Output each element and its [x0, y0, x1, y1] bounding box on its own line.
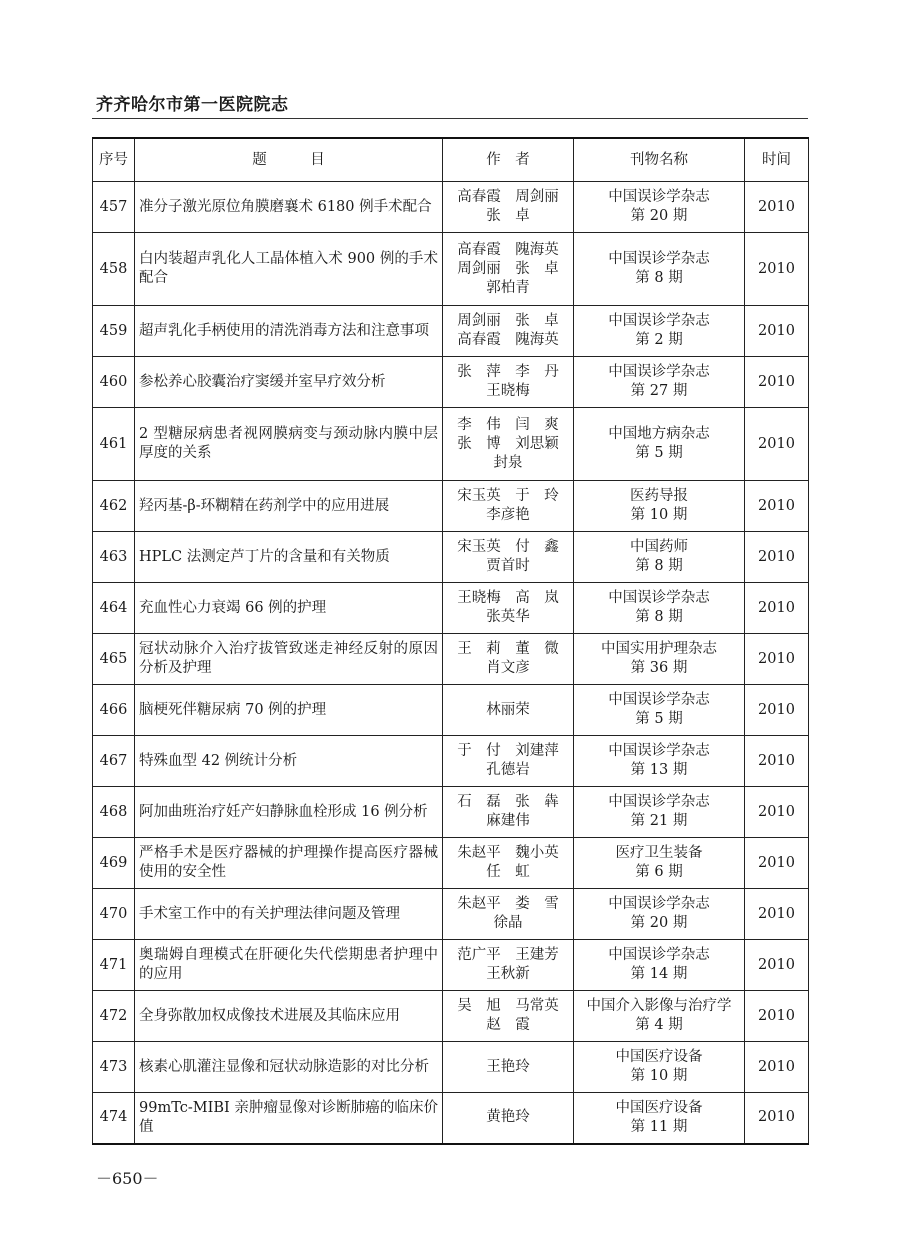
journal-name: 中国误诊学杂志 — [608, 947, 710, 963]
col-header-year: 时间 — [745, 138, 809, 182]
journal-name: 中国误诊学杂志 — [608, 189, 710, 205]
journal-name: 中国误诊学杂志 — [608, 251, 710, 267]
author-line: 范广平 王建芳 — [457, 947, 559, 963]
journal-cell — [574, 838, 745, 889]
table-row — [93, 233, 809, 306]
author-line: 高春霞 隗海英 — [457, 332, 559, 348]
article-title: 脑梗死伴糖尿病 70 例的护理 — [135, 685, 443, 736]
article-authors — [443, 685, 574, 736]
article-authors — [443, 532, 574, 583]
article-title: 全身弥散加权成像技术进展及其临床应用 — [135, 991, 443, 1042]
journal-cell — [574, 408, 745, 481]
journal-issue: 第 5 期 — [635, 711, 683, 727]
journal-issue: 第 10 期 — [630, 507, 688, 523]
publication-year: 2010 — [745, 583, 809, 634]
article-title: 充血性心力衰竭 66 例的护理 — [135, 583, 443, 634]
journal-cell — [574, 634, 745, 685]
journal-issue: 第 8 期 — [635, 609, 683, 625]
publication-year: 2010 — [745, 233, 809, 306]
article-authors — [443, 357, 574, 408]
table-row — [93, 182, 809, 233]
publication-year: 2010 — [745, 787, 809, 838]
article-title: 2 型糖尿病患者视网膜病变与颈动脉内膜中层厚度的关系 — [135, 408, 443, 481]
journal-name: 中国误诊学杂志 — [608, 794, 710, 810]
table-row — [93, 583, 809, 634]
article-title: 冠状动脉介入治疗拔管致迷走神经反射的原因分析及护理 — [135, 634, 443, 685]
author-line: 徐晶 — [493, 915, 523, 931]
row-number: 461 — [93, 408, 135, 481]
journal-issue: 第 36 期 — [630, 660, 688, 676]
journal-issue: 第 10 期 — [630, 1068, 688, 1084]
article-title: 手术室工作中的有关护理法律问题及管理 — [135, 889, 443, 940]
journal-name: 中国介入影像与治疗学 — [586, 998, 732, 1014]
table-header-row — [93, 138, 809, 182]
journal-name: 中国误诊学杂志 — [608, 313, 710, 329]
table-row — [93, 357, 809, 408]
publication-year: 2010 — [745, 306, 809, 357]
journal-cell — [574, 233, 745, 306]
author-line: 宋玉英 付 鑫 — [457, 539, 559, 555]
publication-year: 2010 — [745, 1093, 809, 1144]
row-number: 462 — [93, 481, 135, 532]
author-line: 李 伟 闫 爽 — [457, 416, 559, 433]
publications-table — [92, 137, 809, 1145]
row-number: 464 — [93, 583, 135, 634]
journal-name: 中国误诊学杂志 — [608, 743, 710, 759]
journal-cell — [574, 991, 745, 1042]
table-row — [93, 532, 809, 583]
row-number: 468 — [93, 787, 135, 838]
publication-year: 2010 — [745, 889, 809, 940]
row-number: 458 — [93, 233, 135, 306]
author-line: 王晓梅 高 岚 — [457, 590, 559, 606]
table-row — [93, 1093, 809, 1144]
author-line: 林丽荣 — [486, 701, 530, 718]
article-authors — [443, 1042, 574, 1093]
author-line: 吴 旭 马常英 — [457, 998, 559, 1014]
col-header-title: 题 目 — [135, 138, 443, 182]
article-title: 阿加曲班治疗妊产妇静脉血栓形成 16 例分析 — [135, 787, 443, 838]
col-header-journal: 刊物名称 — [574, 138, 745, 182]
author-line: 李彦艳 — [486, 507, 530, 523]
running-head-title: 齐齐哈尔市第一医院院志 — [96, 95, 289, 115]
article-authors — [443, 940, 574, 991]
publication-year: 2010 — [745, 838, 809, 889]
journal-cell — [574, 583, 745, 634]
author-line: 王艳玲 — [486, 1058, 530, 1075]
table-row — [93, 787, 809, 838]
article-title: 99mTc-MIBI 亲肿瘤显像对诊断肺癌的临床价值 — [135, 1093, 443, 1144]
publication-year: 2010 — [745, 408, 809, 481]
journal-issue: 第 6 期 — [635, 864, 683, 880]
journal-name: 中国医疗设备 — [615, 1049, 703, 1065]
journal-issue: 第 20 期 — [630, 915, 688, 931]
author-line: 朱赵平 魏小英 — [457, 845, 559, 861]
article-authors — [443, 787, 574, 838]
journal-issue: 第 21 期 — [630, 813, 688, 829]
journal-cell — [574, 940, 745, 991]
page-number: －650－ — [96, 1169, 159, 1188]
col-header-number: 序号 — [93, 138, 135, 182]
row-number: 467 — [93, 736, 135, 787]
table-row — [93, 889, 809, 940]
publication-year: 2010 — [745, 182, 809, 233]
row-number: 463 — [93, 532, 135, 583]
row-number: 469 — [93, 838, 135, 889]
table-row — [93, 1042, 809, 1093]
row-number: 459 — [93, 306, 135, 357]
article-title: 超声乳化手柄使用的清洗消毒方法和注意事项 — [135, 306, 443, 357]
article-authors — [443, 233, 574, 306]
publication-year: 2010 — [745, 634, 809, 685]
author-line: 周剑丽 张 卓 — [457, 260, 559, 277]
journal-cell — [574, 306, 745, 357]
table-row — [93, 991, 809, 1042]
journal-name: 中国误诊学杂志 — [608, 896, 710, 912]
journal-cell — [574, 357, 745, 408]
table-row — [93, 940, 809, 991]
author-line: 王晓梅 — [486, 383, 530, 399]
article-title: 羟丙基-β-环糊精在药剂学中的应用进展 — [135, 481, 443, 532]
journal-name: 中国误诊学杂志 — [608, 590, 710, 606]
row-number: 472 — [93, 991, 135, 1042]
col-header-authors: 作 者 — [443, 138, 574, 182]
journal-name: 医疗卫生装备 — [615, 845, 703, 861]
author-line: 王 莉 董 微 — [457, 641, 559, 657]
author-line: 张 博 刘思颖 — [457, 435, 559, 452]
publication-year: 2010 — [745, 532, 809, 583]
journal-name: 医药导报 — [630, 488, 688, 504]
publication-year: 2010 — [745, 736, 809, 787]
author-line: 黄艳玲 — [486, 1109, 530, 1126]
row-number: 471 — [93, 940, 135, 991]
article-authors — [443, 634, 574, 685]
article-authors — [443, 481, 574, 532]
article-authors — [443, 182, 574, 233]
publication-year: 2010 — [745, 481, 809, 532]
journal-cell — [574, 736, 745, 787]
row-number: 457 — [93, 182, 135, 233]
journal-issue: 第 4 期 — [635, 1017, 683, 1033]
article-title: HPLC 法测定芦丁片的含量和有关物质 — [135, 532, 443, 583]
article-authors — [443, 1093, 574, 1144]
article-title: 特殊血型 42 例统计分析 — [135, 736, 443, 787]
publication-year: 2010 — [745, 940, 809, 991]
author-line: 贾首时 — [486, 558, 530, 574]
row-number: 474 — [93, 1093, 135, 1144]
journal-name: 中国药师 — [630, 539, 688, 555]
journal-cell — [574, 1093, 745, 1144]
article-authors — [443, 736, 574, 787]
publication-year: 2010 — [745, 685, 809, 736]
journal-name: 中国地方病杂志 — [608, 426, 710, 442]
journal-issue: 第 2 期 — [635, 332, 683, 348]
author-line: 麻建伟 — [486, 813, 530, 829]
publication-year: 2010 — [745, 991, 809, 1042]
journal-cell — [574, 889, 745, 940]
author-line: 肖文彦 — [486, 660, 530, 676]
author-line: 张英华 — [486, 609, 530, 625]
article-authors — [443, 991, 574, 1042]
author-line: 周剑丽 张 卓 — [457, 313, 559, 329]
author-line: 赵 霞 — [486, 1017, 530, 1033]
journal-issue: 第 20 期 — [630, 208, 688, 224]
journal-issue: 第 8 期 — [635, 270, 683, 286]
article-title: 奥瑞姆自理模式在肝硬化失代偿期患者护理中的应用 — [135, 940, 443, 991]
author-line: 高春霞 隗海英 — [457, 241, 559, 258]
table-row — [93, 838, 809, 889]
author-line: 王秋新 — [486, 966, 530, 982]
journal-issue: 第 8 期 — [635, 558, 683, 574]
table-row — [93, 481, 809, 532]
publication-year: 2010 — [745, 1042, 809, 1093]
journal-name: 中国误诊学杂志 — [608, 692, 710, 708]
article-title: 核素心肌灌注显像和冠状动脉造影的对比分析 — [135, 1042, 443, 1093]
article-authors — [443, 306, 574, 357]
journal-cell — [574, 787, 745, 838]
author-line: 于 付 刘建萍 — [457, 743, 559, 759]
author-line: 张 卓 — [486, 208, 530, 224]
journal-name: 中国实用护理杂志 — [601, 641, 717, 657]
journal-cell — [574, 532, 745, 583]
row-number: 473 — [93, 1042, 135, 1093]
article-authors — [443, 838, 574, 889]
table-row — [93, 634, 809, 685]
author-line: 宋玉英 于 玲 — [457, 488, 559, 504]
author-line: 朱赵平 娄 雪 — [457, 896, 559, 912]
article-title: 参松养心胶囊治疗窦缓并室早疗效分析 — [135, 357, 443, 408]
article-authors — [443, 408, 574, 481]
journal-issue: 第 27 期 — [630, 383, 688, 399]
table-body — [93, 182, 809, 1144]
journal-name: 中国误诊学杂志 — [608, 364, 710, 380]
journal-cell — [574, 685, 745, 736]
row-number: 466 — [93, 685, 135, 736]
row-number: 465 — [93, 634, 135, 685]
author-line: 郭柏青 — [486, 279, 530, 296]
journal-cell — [574, 481, 745, 532]
table-row — [93, 685, 809, 736]
table-row — [93, 736, 809, 787]
journal-cell — [574, 182, 745, 233]
row-number: 470 — [93, 889, 135, 940]
journal-issue: 第 14 期 — [630, 966, 688, 982]
article-authors — [443, 583, 574, 634]
journal-issue: 第 11 期 — [630, 1118, 688, 1135]
journal-name: 中国医疗设备 — [615, 1099, 703, 1116]
article-title: 严格手术是医疗器械的护理操作提高医疗器械使用的安全性 — [135, 838, 443, 889]
article-title: 准分子激光原位角膜磨襄术 6180 例手术配合 — [135, 182, 443, 233]
author-line: 封泉 — [493, 454, 523, 471]
journal-issue: 第 13 期 — [630, 762, 688, 778]
row-number: 460 — [93, 357, 135, 408]
author-line: 张 萍 李 丹 — [457, 364, 559, 380]
journal-cell — [574, 1042, 745, 1093]
author-line: 孔德岩 — [486, 762, 530, 778]
journal-issue: 第 5 期 — [635, 445, 683, 461]
article-authors — [443, 889, 574, 940]
table-row — [93, 306, 809, 357]
publication-year: 2010 — [745, 357, 809, 408]
table-row — [93, 408, 809, 481]
article-title: 白内装超声乳化人工晶体植入术 900 例的手术配合 — [135, 233, 443, 306]
header-rule — [92, 118, 808, 119]
author-line: 石 磊 张 犇 — [457, 794, 559, 810]
author-line: 任 虹 — [486, 864, 530, 880]
author-line: 高春霞 周剑丽 — [457, 189, 559, 205]
